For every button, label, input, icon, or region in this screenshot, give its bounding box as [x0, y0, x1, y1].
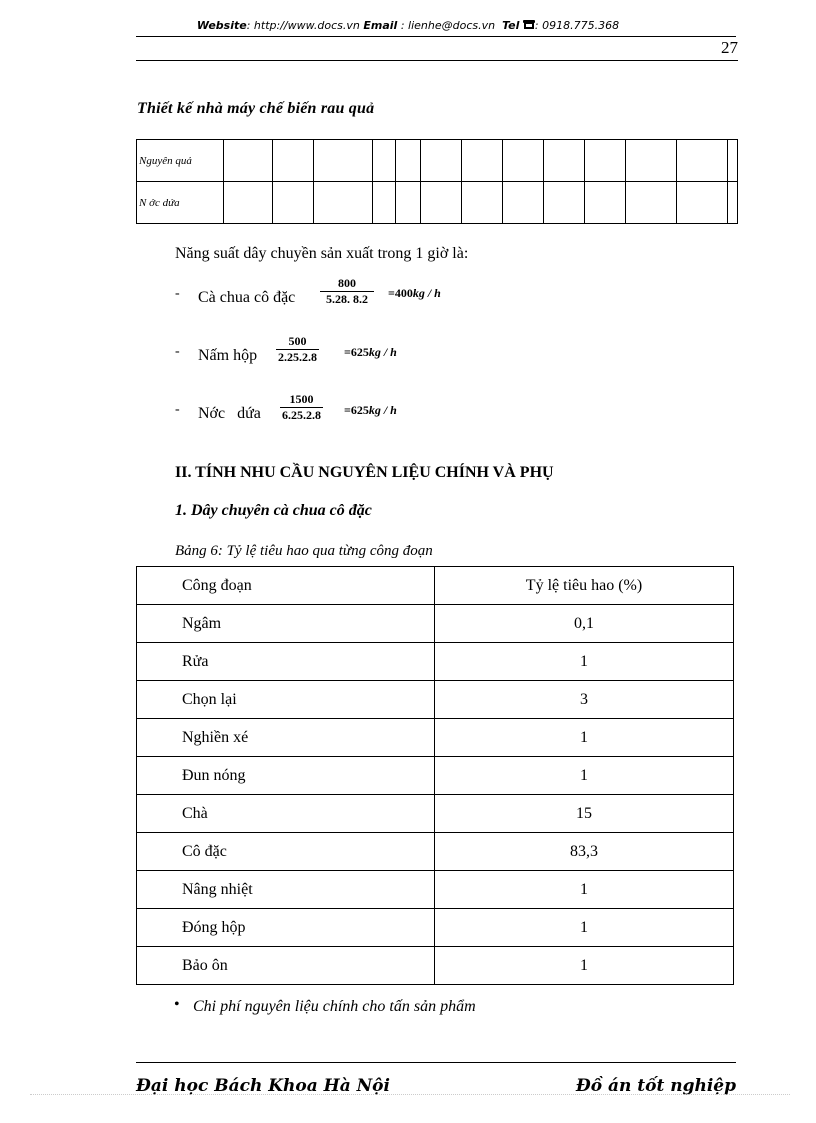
fraction-denominator: 5.28. 8.2	[320, 291, 374, 307]
fraction-denominator: 6.25.2.8	[282, 408, 321, 422]
column-header: Tỷ lệ tiêu hao (%)	[435, 567, 734, 605]
rate-cell: 1	[435, 909, 734, 947]
stage-cell: Nâng nhiệt	[137, 871, 435, 909]
equation-result: =625kg / h	[344, 345, 397, 359]
rate-cell: 1	[435, 871, 734, 909]
table-row	[137, 140, 738, 182]
stage-cell: Đun nóng	[137, 757, 435, 795]
product-label: Nớc dứa	[198, 405, 261, 422]
fraction-numerator: 1500	[289, 392, 314, 406]
dash-bullet: -	[175, 344, 180, 359]
email-value: : lienhe@docs.vn	[400, 19, 496, 32]
rate-cell: 0,1	[435, 605, 734, 643]
row-label: Nguyên quả	[137, 140, 224, 182]
equation-result: =625kg / h	[344, 403, 397, 417]
header-rule-top	[136, 36, 736, 37]
stage-cell: Cô đặc	[137, 833, 435, 871]
rate-cell: 15	[435, 795, 734, 833]
stage-cell: Đóng hộp	[137, 909, 435, 947]
table-row	[137, 757, 734, 795]
section-heading: II. TÍNH NHU CẦU NGUYÊN LIỆU CHÍNH VÀ PHỤ	[175, 464, 554, 481]
footer-rule	[136, 1062, 736, 1063]
fraction-numerator: 800	[338, 276, 356, 290]
table-header-row	[137, 567, 734, 605]
fraction	[276, 334, 319, 365]
website-label: Website	[196, 19, 247, 32]
table-row	[137, 182, 738, 224]
bullet-dot-icon: •	[174, 996, 180, 1013]
raw-material-table	[136, 139, 738, 224]
table-row	[137, 605, 734, 643]
page-edge-dotted	[30, 1094, 790, 1095]
footer-left: Đại học Bách Khoa Hà Nội	[136, 1076, 390, 1096]
table-row	[137, 909, 734, 947]
email-label: Email	[363, 19, 398, 32]
rate-cell: 1	[435, 757, 734, 795]
product-label: Nấm hộp	[198, 347, 258, 364]
product-label: Cà chua cô đặc	[198, 289, 296, 306]
subsection-heading: 1. Dây chuyên cà chua cô đặc	[175, 502, 372, 519]
fraction	[280, 392, 323, 423]
stage-cell: Bảo ôn	[137, 947, 435, 985]
stage-cell: Ngâm	[137, 605, 435, 643]
rate-cell: 1	[435, 719, 734, 757]
tel-label: Tel	[502, 19, 520, 32]
stage-cell: Nghiền xé	[137, 719, 435, 757]
rate-cell: 83,3	[435, 833, 734, 871]
document-title: Thiết kế nhà máy chế biến rau quả	[137, 100, 375, 117]
page-header-contact	[0, 19, 816, 33]
footer-right: Đồ án tốt nghiệp	[575, 1076, 736, 1096]
stage-cell: Chà	[137, 795, 435, 833]
header-rule-bottom	[136, 60, 738, 61]
loss-rate-table	[136, 566, 734, 985]
stage-cell: Rửa	[137, 643, 435, 681]
fraction	[320, 276, 374, 307]
table-row	[137, 833, 734, 871]
table-row	[137, 795, 734, 833]
phone-icon	[523, 19, 535, 33]
column-header: Công đoạn	[137, 567, 435, 605]
note-text: Chi phí nguyên liệu chính cho tấn sản phẩm	[193, 998, 476, 1015]
rate-cell: 1	[435, 947, 734, 985]
stage-cell: Chọn lại	[137, 681, 435, 719]
dash-bullet: -	[175, 286, 180, 301]
productivity-intro: Năng suất dây chuyền sản xuất trong 1 giờ là:	[175, 245, 469, 262]
page-number: 27	[721, 38, 738, 57]
fraction-numerator: 500	[288, 334, 307, 348]
row-label: N ớc dứa	[137, 182, 224, 224]
fraction-denominator: 2.25.2.8	[278, 350, 317, 364]
rate-cell: 3	[435, 681, 734, 719]
table-row	[137, 681, 734, 719]
table-row	[137, 643, 734, 681]
dash-bullet: -	[175, 402, 180, 417]
table-row	[137, 947, 734, 985]
rate-cell: 1	[435, 643, 734, 681]
table-row	[137, 719, 734, 757]
website-value: : http://www.docs.vn	[246, 19, 360, 32]
equation-result: =400kg / h	[388, 286, 441, 300]
tel-value: : 0918.775.368	[534, 19, 620, 32]
table-row	[137, 871, 734, 909]
table-caption: Bảng 6: Tỷ lệ tiêu hao qua từng công đoạn	[175, 543, 433, 559]
